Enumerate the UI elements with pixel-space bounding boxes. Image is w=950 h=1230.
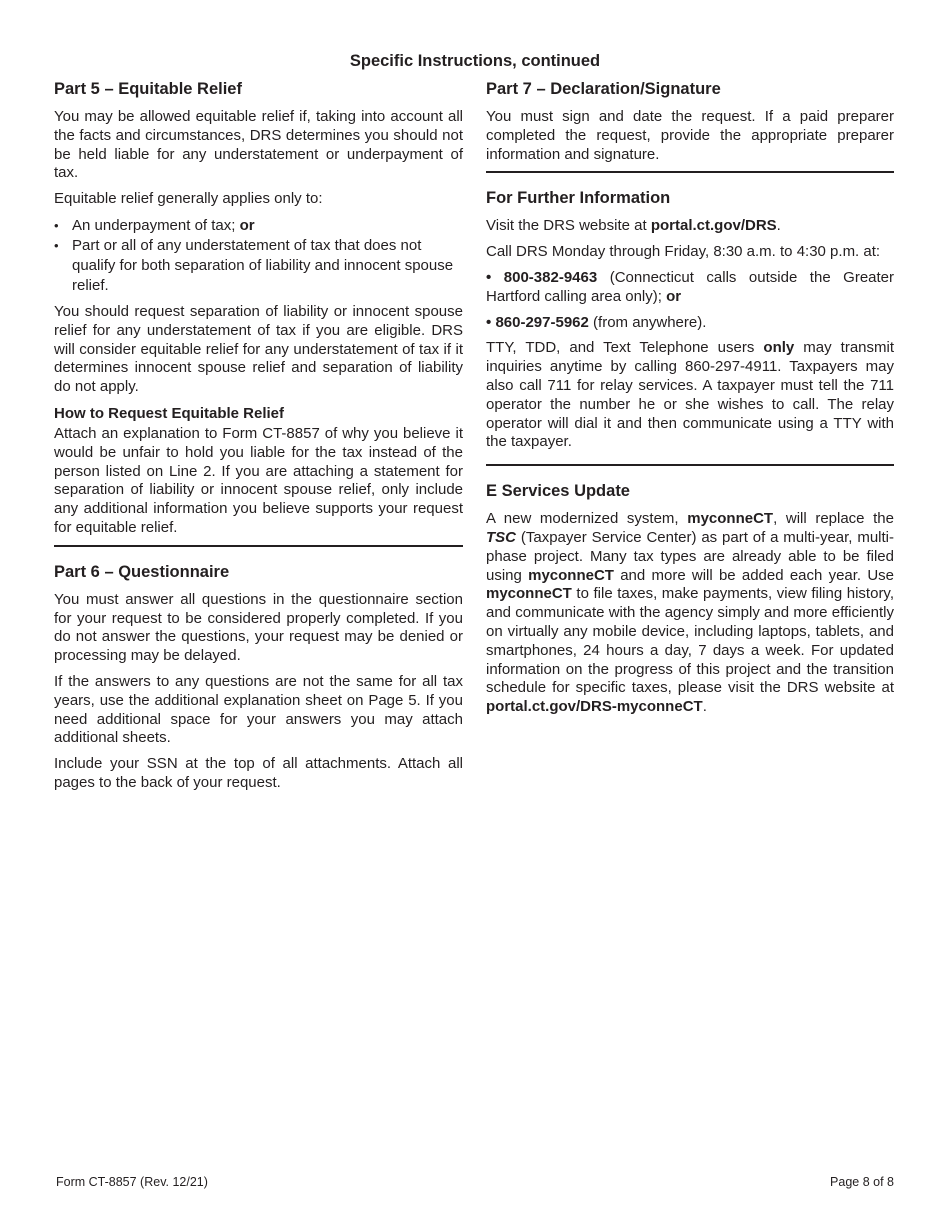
part5-heading: Part 5 – Equitable Relief [54, 80, 242, 98]
list-item-text: Part or all of any understatement of tax that does not qualify for both separation of liability and innocent spouse relief. [72, 236, 454, 294]
bullet-icon: • [486, 268, 492, 286]
visit-text: Visit the DRS website at [486, 217, 647, 235]
list-item [54, 236, 463, 296]
part7-paragraph: You must sign and date the request. If a paid preparer completed the request, provide the appropriate preparer information and signature. [486, 108, 894, 163]
tty-bold: only [763, 339, 795, 357]
phone-number-1[interactable]: 800-382-9463 [503, 268, 598, 286]
section-divider [486, 464, 894, 466]
part6-paragraph-1: You must answer all questions in the questionnaire section for your request to be considered properly completed. If you do not answer the questions, your request may be denied or processing may be delayed. [54, 590, 463, 665]
tty-paragraph [486, 339, 894, 452]
further-info-heading: For Further Information [486, 189, 671, 208]
eservices-text-2: , will replace the [773, 510, 894, 528]
bullet-icon: • [486, 313, 492, 331]
list-item-text: An underpayment of tax; [72, 216, 236, 234]
phone-or: or [666, 287, 682, 305]
form-identifier: Form CT-8857 (Rev. 12/21) [56, 1175, 208, 1189]
bullet-icon: • [54, 217, 59, 233]
eservices-text-3: (Taxpayer Service Center) as part of a multi-year, multi-phase project. Many tax types are already able to be filed using [486, 528, 894, 584]
part6-heading: Part 6 – Questionnaire [54, 562, 230, 581]
left-column [54, 78, 463, 800]
visit-end: . [776, 217, 781, 235]
tty-text-2: may transmit inquiries anytime by calling 860-297-4911. Taxpayers may also call 711 for relay services. A taxpayer must tell the 711 operator the number he or she wishes to call. The relay operator will dial it and then communicate using a TTY with the taxpayer. [486, 339, 895, 451]
myconnect-website-link[interactable]: portal.ct.gov/DRS-myconneCT [486, 698, 703, 716]
phone-desc-1: (Connecticut calls outside the Greater Hartford calling area only); [486, 268, 895, 305]
part5-paragraph-1: You may be allowed equitable relief if, taking into account all the facts and circumstances, DRS determines you should not be held liable for any understatement or underpayment of tax. [54, 108, 463, 182]
equitable-relief-subheading: How to Request Equitable Relief [54, 404, 285, 422]
eservices-text-5: to file taxes, make payments, view filing history, and communicate with the agency simply and more efficiently on virtually any mobile device, including laptops, tablets, and smartphones, 24 hours a day, 7 days a week. For updated information on the progress of this project and the transition schedule for specific taxes, please visit the DRS website at [486, 585, 894, 697]
eservices-paragraph [486, 510, 894, 717]
part6-paragraph-2: If the answers to any questions are not the same for all tax years, use the additional explanation sheet on Page 5. If you need additional space for your answers you may attach additional sheets. [54, 672, 463, 747]
page-number: Page 8 of 8 [830, 1175, 894, 1189]
call-paragraph: Call DRS Monday through Friday, 8:30 a.m. to 4:30 p.m. at: [486, 243, 881, 261]
bullet-icon: • [54, 237, 59, 253]
phone-entry-2 [486, 314, 894, 333]
tty-text-1: TTY, TDD, and Text Telephone users [486, 339, 755, 357]
page-title: Specific Instructions, continued [349, 52, 601, 70]
part6-paragraph-3: Include your SSN at the top of all attachments. Attach all pages to the back of your request. [54, 755, 463, 791]
part5-paragraph-3: You should request separation of liability or innocent spouse relief for any understatement of tax if you are eligible. DRS will consider equitable relief for any understatement of tax if it determines innocent spouse relief and separation of liability do not apply. [54, 302, 463, 396]
myconnect-brand: myconneCT [528, 566, 614, 584]
myconnect-brand: myconneCT [486, 585, 572, 603]
part5-paragraph-4: Attach an explanation to Form CT-8857 of why you believe it would be unfair to hold you liable for the tax instead of the person listed on Line 2. If you are attaching a statement for separation of liability or innocent spouse relief, only include any additional information you believe supports your request for equitable relief. [54, 424, 463, 536]
myconnect-brand: myconneCT [687, 510, 774, 528]
section-divider [54, 545, 463, 547]
visit-paragraph [486, 217, 894, 236]
part5-paragraph-2: Equitable relief generally applies only to: [54, 190, 323, 208]
eservices-end: . [702, 698, 707, 716]
tsc-label: TSC [486, 528, 516, 546]
list-item [54, 216, 463, 236]
list-item-bold: or [239, 216, 255, 234]
equitable-relief-list [54, 216, 463, 296]
phone-desc-2: (from anywhere). [593, 313, 707, 331]
phone-number-2[interactable]: 860-297-5962 [495, 313, 589, 331]
right-column [486, 78, 894, 724]
phone-entry-1 [486, 269, 894, 307]
eservices-text-4: and more will be added each year. Use [620, 566, 895, 584]
part7-heading: Part 7 – Declaration/Signature [486, 80, 721, 98]
section-divider [486, 171, 894, 173]
eservices-heading: E Services Update [486, 482, 630, 501]
drs-website-link[interactable]: portal.ct.gov/DRS [650, 217, 777, 235]
eservices-text-1: A new modernized system, [486, 510, 679, 528]
